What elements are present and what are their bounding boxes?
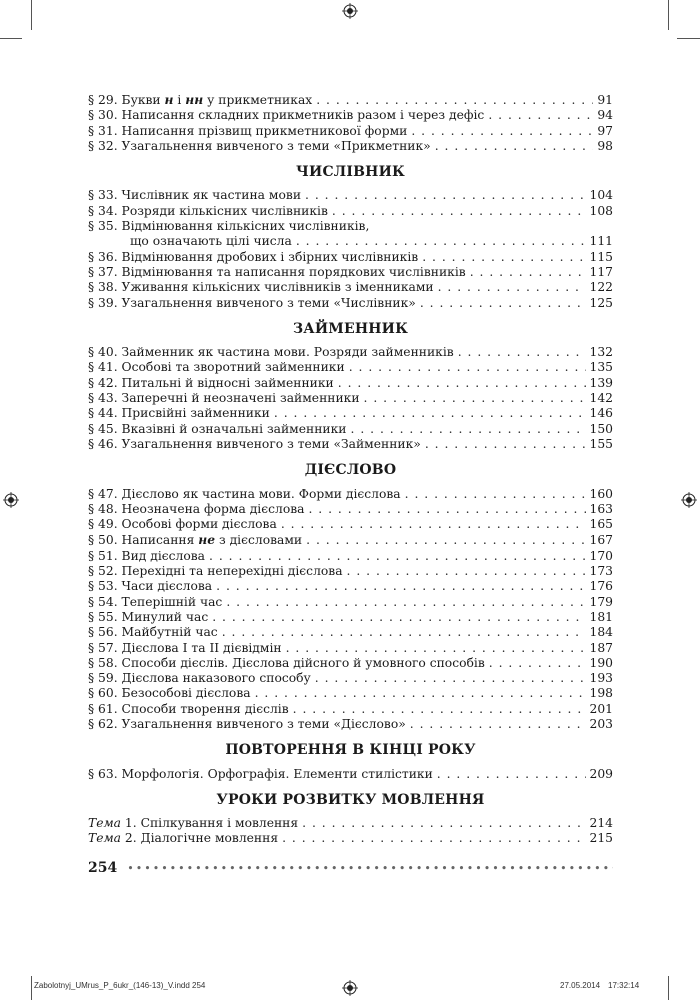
dot-leader	[351, 422, 586, 437]
registration-mark-left-icon	[3, 492, 19, 508]
section-heading-numeral: ЧИСЛІВНИК	[296, 164, 405, 181]
page-ref: 94	[597, 108, 613, 123]
page-ref: 190	[589, 655, 613, 670]
page-ref: 135	[589, 360, 613, 375]
toc-entry: § 38. Уживання кількісних числівників з іменниками . . . 122	[88, 280, 613, 295]
page-ref: 117	[589, 264, 613, 279]
toc-entry: § 37. Відмінювання та написання порядкових числівників . . . 117	[88, 265, 613, 280]
section-heading-verb: ДІЄСЛОВО	[304, 462, 397, 479]
page-ref: 122	[589, 280, 613, 295]
print-slug-file: Zabolotnyj_UMrus_P_6ukr_(146-13)_V.indd 254	[34, 981, 206, 990]
page-ref: 125	[589, 295, 613, 310]
page-ref: 198	[589, 686, 613, 701]
dot-leader	[470, 265, 586, 280]
page-ref: 165	[589, 517, 613, 532]
toc-entry: § 63. Морфологія. Орфографія. Елементи стилістики . . . 209	[88, 767, 613, 782]
page-ref: 146	[589, 406, 613, 421]
toc-entry: Тема 2. Діалогічне мовлення . . . 215	[88, 831, 613, 846]
page-ref: 163	[589, 501, 613, 516]
dot-leader	[410, 717, 586, 732]
dot-leader	[332, 204, 586, 219]
dot-leader	[489, 656, 586, 671]
toc-entry: § 51. Вид дієслова . . . 170	[88, 549, 613, 564]
dot-leader	[338, 376, 586, 391]
registration-mark-bottom-icon	[342, 980, 358, 996]
dot-leader	[405, 487, 586, 502]
dot-leader	[281, 517, 586, 532]
toc-entry: § 43. Заперечні й неозначені займенники . . . 142	[88, 391, 613, 406]
toc-entry: § 53. Часи дієслова . . . 176	[88, 579, 613, 594]
dot-leader	[209, 549, 586, 564]
print-slug-time: 17:32:14	[608, 981, 640, 990]
dot-leader	[425, 437, 586, 452]
toc-entry: § 61. Способи творення дієслів . . . 201	[88, 702, 613, 717]
dot-leader	[315, 671, 586, 686]
page-ref: 111	[589, 234, 613, 249]
dot-leader	[306, 533, 585, 548]
dot-leader	[438, 280, 586, 295]
page-ref: 201	[589, 701, 613, 716]
page-ref: 187	[589, 640, 613, 655]
page-ref: 209	[589, 766, 613, 781]
toc-entry: § 32. Узагальнення вивченого з теми «Прикметник» . . . 98	[88, 139, 613, 154]
toc-entry: § 35. Відмінювання кількісних числівників,	[88, 219, 370, 234]
dot-leader	[347, 564, 586, 579]
dot-leader	[420, 296, 586, 311]
toc-entry: § 58. Способи дієслів. Дієслова дійсного й умовного способів . . . 190	[88, 656, 613, 671]
print-slug-date: 27.05.2014	[560, 981, 601, 990]
dot-leader	[293, 702, 586, 717]
toc-entry: § 33. Числівник як частина мови . . . 104	[88, 188, 613, 203]
page-ref: 167	[589, 533, 613, 548]
toc-entry: § 42. Питальні й відносні займенники . . . 139	[88, 376, 613, 391]
toc-entry: § 62. Узагальнення вивченого з теми «Дієслово» . . . 203	[88, 717, 613, 732]
page-ref: 142	[589, 391, 613, 406]
crop-mark-top-right-v	[668, 0, 669, 30]
page-number: 254	[88, 860, 118, 876]
toc-entry: § 31. Написання прізвищ прикметникової форми . . . 97	[88, 124, 613, 139]
dot-leader	[349, 360, 586, 375]
page-ref: 132	[589, 345, 613, 360]
toc-entry: § 36. Відмінювання дробових і збірних числівників . . . 115	[88, 250, 613, 265]
dot-leader	[435, 139, 594, 154]
toc-entry: § 52. Перехідні та неперехідні дієслова . . . 173	[88, 564, 613, 579]
section-heading-speech-lessons: УРОКИ РОЗВИТКУ МОВЛЕННЯ	[216, 791, 485, 808]
toc-entry: § 30. Написання складних прикметників разом і через дефіс . . . 94	[88, 108, 613, 123]
dot-leader	[437, 767, 586, 782]
dot-leader	[364, 391, 586, 406]
toc-entry: § 29. Букви н і нн у прикметниках . . . 91	[88, 92, 613, 108]
toc-entry-continuation: що означають цілі числа . . . 111	[88, 234, 613, 249]
table-of-contents	[88, 92, 613, 847]
dot-leader	[411, 124, 593, 139]
page-ref: 203	[589, 716, 613, 731]
dot-leader	[308, 502, 585, 517]
page-ref: 214	[589, 816, 613, 831]
page-ref: 173	[589, 564, 613, 579]
dot-leader	[255, 686, 586, 701]
toc-entry: § 60. Безособові дієслова . . . 198	[88, 686, 613, 701]
dot-leader	[305, 188, 586, 203]
toc-entry: § 41. Особові та зворотний займенники . . . 135	[88, 360, 613, 375]
dot-leader	[226, 595, 585, 610]
page-ref: 176	[589, 579, 613, 594]
toc-entry: § 48. Неозначена форма дієслова . . . 163	[88, 502, 613, 517]
toc-entry: § 45. Вказівні й означальні займенники . . . 150	[88, 422, 613, 437]
crop-mark-top-left-v	[31, 0, 32, 30]
section-heading-review: ПОВТОРЕННЯ В КІНЦІ РОКУ	[225, 742, 476, 759]
footer-dot-rule	[127, 862, 613, 875]
page-footer	[88, 860, 613, 876]
toc-entry: § 50. Написання не з дієсловами . . . 167	[88, 532, 613, 548]
dot-leader	[296, 234, 586, 249]
page-ref: 184	[589, 625, 613, 640]
dot-leader	[488, 108, 593, 123]
page-ref: 215	[589, 831, 613, 846]
registration-mark-right-icon	[681, 492, 697, 508]
page-ref: 139	[589, 375, 613, 390]
dot-leader	[212, 610, 585, 625]
toc-entry: § 55. Минулий час . . . 181	[88, 610, 613, 625]
page-ref: 97	[597, 123, 613, 138]
toc-entry: § 56. Майбутній час . . . 184	[88, 625, 613, 640]
crop-mark-bottom-left-v	[31, 976, 32, 1000]
page-ref: 170	[589, 548, 613, 563]
dot-leader	[222, 625, 586, 640]
dot-leader	[422, 250, 585, 265]
page-ref: 91	[597, 93, 613, 107]
page-ref: 98	[597, 138, 613, 153]
toc-entry: § 49. Особові форми дієслова . . . 165	[88, 517, 613, 532]
dot-leader	[286, 641, 586, 656]
page-ref: 181	[589, 609, 613, 624]
page-ref: 155	[589, 436, 613, 451]
page-ref: 179	[589, 594, 613, 609]
page-ref: 108	[589, 203, 613, 218]
toc-entry: § 46. Узагальнення вивченого з теми «Займенник» . . . 155	[88, 437, 613, 452]
crop-mark-top-left	[0, 38, 22, 39]
toc-entry: § 44. Присвійні займенники . . . 146	[88, 406, 613, 421]
toc-entry: § 57. Дієслова I та II дієвідмін . . . 187	[88, 641, 613, 656]
registration-mark-top-icon	[342, 3, 358, 19]
toc-entry: § 47. Дієслово як частина мови. Форми дієслова . . . 160	[88, 487, 613, 502]
crop-mark-top-right	[677, 38, 700, 39]
dot-leader	[302, 816, 585, 831]
page-ref: 150	[589, 421, 613, 436]
page-ref: 193	[589, 671, 613, 686]
toc-entry: § 54. Теперішній час . . . 179	[88, 595, 613, 610]
page-ref: 115	[589, 249, 613, 264]
toc-entry: § 34. Розряди кількісних числівників . . . 108	[88, 204, 613, 219]
toc-entry: § 39. Узагальнення вивченого з теми «Числівник» . . . 125	[88, 296, 613, 311]
crop-mark-bottom-right-v	[668, 976, 669, 1000]
page-ref: 160	[589, 486, 613, 501]
toc-entry: § 40. Займенник як частина мови. Розряди займенників . . . 132	[88, 345, 613, 360]
page-ref: 104	[589, 188, 613, 203]
dot-leader	[282, 831, 585, 846]
dot-leader	[316, 93, 593, 108]
toc-entry: § 59. Дієслова наказового способу . . . 193	[88, 671, 613, 686]
section-heading-pronoun: ЗАЙМЕННИК	[292, 320, 409, 337]
dot-leader	[458, 345, 586, 360]
toc-entry: Тема 1. Спілкування і мовлення . . . 214	[88, 816, 613, 831]
dot-leader	[274, 406, 586, 421]
dot-leader	[216, 579, 585, 594]
